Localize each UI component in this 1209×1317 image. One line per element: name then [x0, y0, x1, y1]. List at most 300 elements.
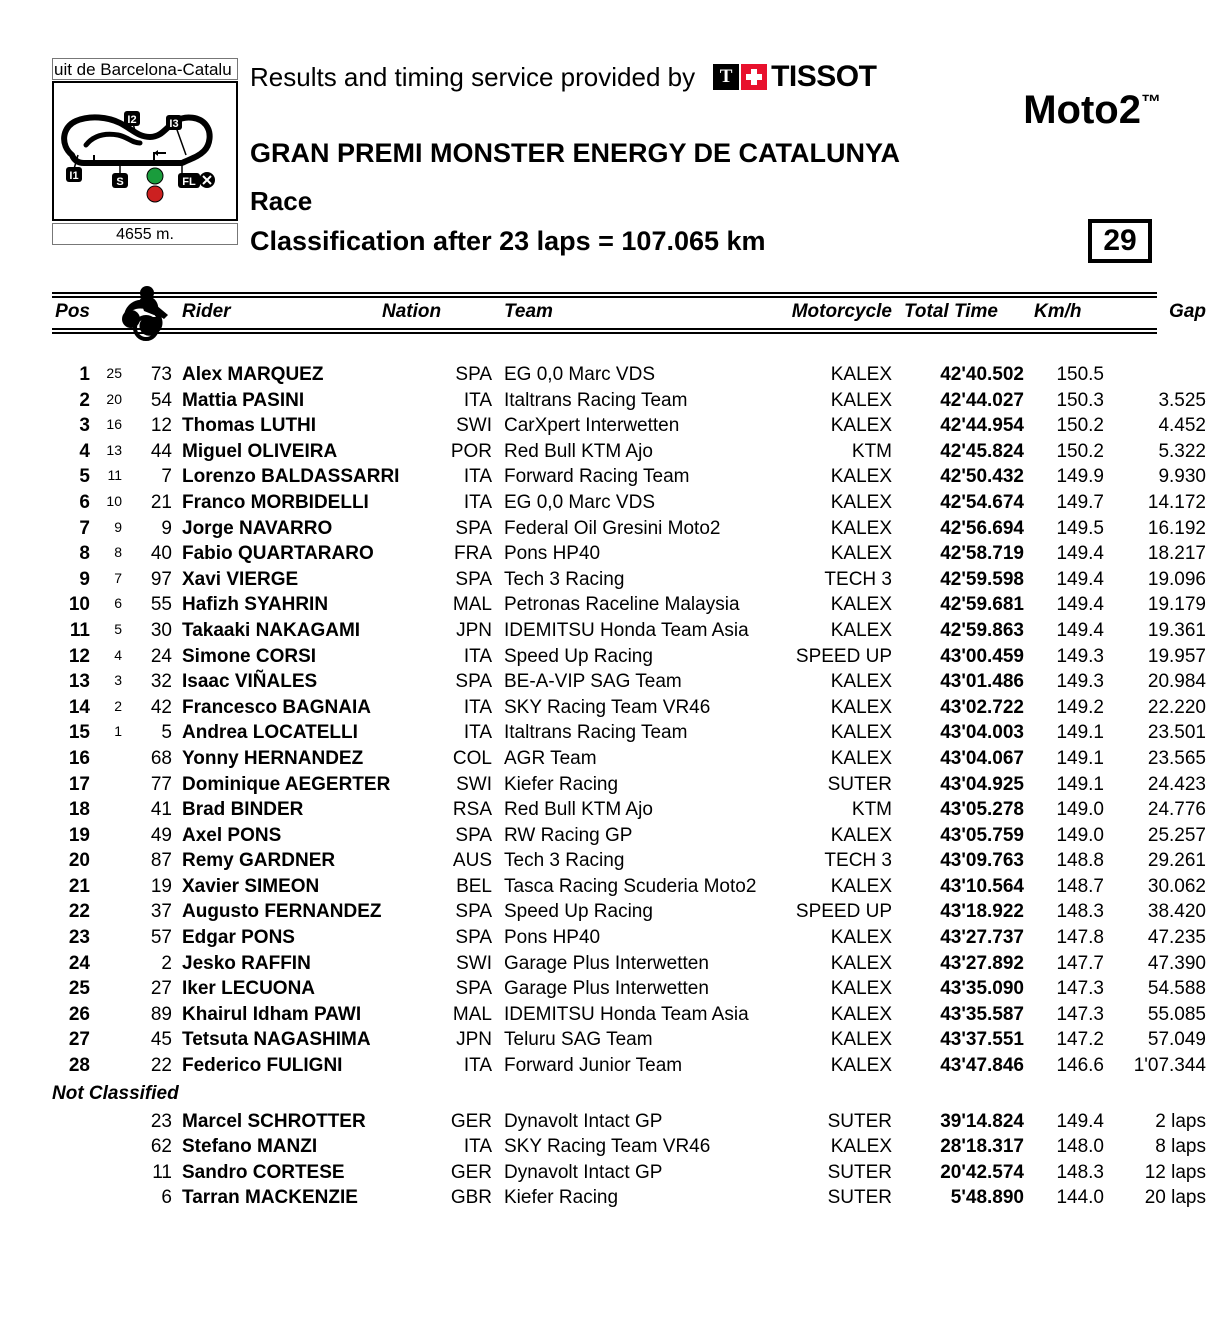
classification-summary: Classification after 23 laps = 107.065 km: [250, 226, 766, 256]
cell-points: 3: [114, 672, 122, 689]
cell-gap: 20.984: [1147, 671, 1206, 693]
cell-speed: 147.2: [1056, 1029, 1104, 1051]
timing-provider-line: [250, 60, 876, 94]
cell-position: 4: [79, 440, 90, 462]
cell-gap: 19.957: [1147, 645, 1206, 667]
cell-total-time: 43'02.722: [940, 696, 1024, 718]
cell-rider-name: Andrea LOCATELLI: [182, 722, 358, 744]
cell-position: 17: [68, 773, 90, 795]
cell-rider-number: 5: [161, 722, 172, 744]
cell-rider-number: 62: [150, 1136, 172, 1158]
column-headers: [52, 298, 1206, 324]
cell-nation: SPA: [455, 978, 492, 1000]
cell-speed: 149.4: [1056, 568, 1104, 590]
cell-nation: MAL: [452, 1003, 492, 1025]
cell-position: 7: [79, 517, 90, 539]
cell-speed: 149.1: [1056, 747, 1104, 769]
championship-class: [1023, 88, 1161, 133]
cell-team: Teluru SAG Team: [504, 1029, 653, 1051]
cell-nation: ITA: [463, 1136, 492, 1158]
cell-nation: FRA: [454, 543, 492, 565]
cell-points: 11: [107, 467, 122, 484]
table-row: [52, 747, 1206, 774]
col-header-speed: Km/h: [1034, 301, 1082, 322]
cell-gap: 8 laps: [1155, 1136, 1206, 1158]
cell-speed: 150.2: [1056, 440, 1104, 462]
cell-speed: 149.3: [1056, 645, 1104, 667]
cell-speed: 147.3: [1056, 978, 1104, 1000]
cell-nation: SPA: [455, 824, 492, 846]
cell-gap: 38.420: [1147, 901, 1206, 923]
cell-points: 1: [114, 723, 122, 740]
table-row: [52, 364, 1157, 390]
cell-motorcycle: KALEX: [830, 517, 892, 539]
cell-rider-number: 37: [150, 901, 172, 923]
cell-rider-number: 2: [161, 952, 172, 974]
col-header-rider: Rider: [182, 301, 231, 322]
svg-text:I2: I2: [127, 114, 137, 126]
cell-motorcycle: KALEX: [830, 1029, 892, 1051]
cell-nation: ITA: [463, 1055, 492, 1077]
cell-gap: 2 laps: [1155, 1110, 1206, 1132]
cell-total-time: 42'45.824: [940, 440, 1024, 462]
session-name: Race: [250, 186, 313, 216]
cell-team: AGR Team: [504, 747, 597, 769]
cell-position: 19: [68, 824, 90, 846]
cell-nation: AUS: [452, 850, 492, 872]
cell-rider-number: 22: [150, 1055, 172, 1077]
table-row: [52, 824, 1206, 851]
cell-motorcycle: KALEX: [830, 1003, 892, 1025]
cell-rider-name: Xavier SIMEON: [182, 875, 320, 897]
cell-rider-number: 68: [150, 747, 172, 769]
cell-total-time: 43'37.551: [940, 1029, 1024, 1051]
cell-speed: 149.0: [1056, 824, 1104, 846]
cell-rider-number: 41: [150, 799, 172, 821]
cell-rider-name: Thomas LUTHI: [182, 415, 317, 437]
cell-motorcycle: KALEX: [830, 594, 892, 616]
class-label: Moto2: [1023, 88, 1141, 132]
cell-gap: 30.062: [1147, 875, 1206, 897]
cell-rider-number: 42: [150, 696, 172, 718]
cell-team: Pons HP40: [504, 543, 601, 565]
cell-gap: 54.588: [1147, 978, 1206, 1000]
cell-speed: 150.2: [1056, 415, 1104, 437]
cell-team: Garage Plus Interwetten: [504, 978, 709, 1000]
table-row: [52, 696, 1206, 723]
cell-total-time: 42'54.674: [940, 491, 1024, 513]
cell-motorcycle: KALEX: [830, 722, 892, 744]
tissot-t-icon: T: [713, 64, 739, 90]
table-row: [52, 927, 1206, 953]
cell-gap: 57.049: [1147, 1029, 1206, 1051]
cell-points: 2: [114, 697, 122, 714]
table-row: [52, 1161, 1206, 1188]
cell-nation: GER: [450, 1110, 492, 1132]
cell-total-time: 43'27.737: [940, 927, 1024, 949]
cell-rider-number: 49: [150, 824, 172, 846]
cell-team: SKY Racing Team VR46: [504, 1136, 711, 1158]
cell-team: Speed Up Racing: [504, 645, 653, 667]
cell-total-time: 43'47.846: [940, 1055, 1024, 1077]
cell-position: 15: [68, 722, 90, 744]
cell-points: 13: [106, 441, 122, 458]
cell-total-time: 20'42.574: [940, 1161, 1024, 1183]
cell-nation: JPN: [456, 1029, 492, 1051]
cell-nation: JPN: [456, 619, 492, 641]
cell-total-time: 43'04.925: [940, 773, 1024, 795]
cell-gap: 47.390: [1147, 952, 1206, 974]
cell-rider-name: Tetsuta NAGASHIMA: [182, 1029, 371, 1051]
cell-team: SKY Racing Team VR46: [504, 696, 711, 718]
svg-text:I1: I1: [69, 170, 79, 182]
cell-gap: 19.096: [1147, 568, 1206, 590]
cell-team: Garage Plus Interwetten: [504, 952, 709, 974]
cell-speed: 149.9: [1056, 466, 1104, 488]
cell-total-time: 43'04.067: [940, 747, 1024, 769]
classified-results-body: [52, 364, 1206, 1081]
cell-rider-name: Marcel SCHROTTER: [182, 1110, 366, 1132]
cell-team: CarXpert Interwetten: [504, 415, 680, 437]
cell-rider-number: 7: [161, 466, 172, 488]
cell-position: 8: [79, 543, 90, 565]
cell-position: 13: [68, 671, 90, 693]
cell-team: Speed Up Racing: [504, 901, 653, 923]
cell-nation: RSA: [452, 799, 492, 821]
cell-total-time: 43'05.759: [940, 824, 1024, 846]
trademark-icon: ™: [1141, 91, 1161, 114]
cell-position: 20: [68, 850, 90, 872]
cell-position: 26: [68, 1003, 90, 1025]
cell-motorcycle: SUTER: [827, 1110, 892, 1132]
cell-total-time: 43'27.892: [940, 952, 1024, 974]
cell-gap: 19.179: [1147, 594, 1206, 616]
cell-points: 16: [106, 416, 122, 433]
cell-gap: 47.235: [1147, 927, 1206, 949]
cell-team: Red Bull KTM Ajo: [504, 799, 653, 821]
cell-motorcycle: KALEX: [830, 696, 892, 718]
cell-points: 6: [114, 595, 122, 612]
cell-speed: 148.3: [1056, 1161, 1104, 1183]
cell-gap: 16.192: [1147, 517, 1206, 539]
cell-rider-name: Stefano MANZI: [182, 1136, 318, 1158]
cell-rider-name: Isaac VIÑALES: [182, 671, 318, 693]
cell-motorcycle: KALEX: [830, 1055, 892, 1077]
cell-nation: GER: [450, 1161, 492, 1183]
cell-team: EG 0,0 Marc VDS: [504, 491, 655, 513]
cell-speed: 148.8: [1056, 850, 1104, 872]
cell-total-time: 42'59.681: [940, 594, 1024, 616]
cell-team: Dynavolt Intact GP: [504, 1110, 663, 1132]
cell-team: Tech 3 Racing: [504, 850, 625, 872]
cell-rider-name: Fabio QUARTARARO: [182, 543, 374, 565]
swiss-cross-icon: [741, 64, 767, 90]
cell-speed: 149.4: [1056, 543, 1104, 565]
col-header-nation: Nation: [382, 301, 442, 322]
cell-team: Kiefer Racing: [504, 1187, 619, 1209]
cell-points: 20: [106, 390, 122, 407]
cell-team: Forward Racing Team: [504, 466, 690, 488]
cell-rider-number: 89: [150, 1003, 172, 1025]
cell-gap: 23.565: [1147, 747, 1206, 769]
cell-rider-name: Dominique AEGERTER: [182, 773, 391, 795]
cell-speed: 149.7: [1056, 491, 1104, 513]
cell-speed: 148.0: [1056, 1136, 1104, 1158]
cell-nation: SPA: [455, 927, 492, 949]
cell-rider-number: 11: [152, 1161, 172, 1183]
cell-rider-number: 44: [150, 440, 172, 462]
cell-motorcycle: KALEX: [830, 415, 892, 437]
cell-position: 25: [68, 978, 90, 1000]
cell-team: Pons HP40: [504, 927, 601, 949]
cell-speed: 147.8: [1056, 927, 1104, 949]
cell-motorcycle: SPEED UP: [795, 901, 892, 923]
cell-nation: SPA: [455, 901, 492, 923]
cell-team: Kiefer Racing: [504, 773, 619, 795]
cell-total-time: 28'18.317: [940, 1136, 1024, 1158]
table-row: [52, 568, 1206, 595]
cell-motorcycle: KALEX: [830, 619, 892, 641]
cell-total-time: 42'44.027: [940, 389, 1024, 411]
cell-position: 24: [68, 952, 90, 974]
cell-gap: 18.217: [1147, 543, 1206, 565]
cell-speed: 149.2: [1056, 696, 1104, 718]
cell-speed: 149.4: [1056, 619, 1104, 641]
cell-rider-number: 27: [150, 978, 172, 1000]
cell-total-time: 42'59.598: [940, 568, 1024, 590]
cell-rider-name: Yonny HERNANDEZ: [182, 747, 364, 769]
table-row: [52, 952, 1206, 979]
results-table: [52, 292, 1206, 1213]
col-header-gap: Gap: [1169, 301, 1206, 322]
cell-team: Petronas Raceline Malaysia: [504, 594, 740, 616]
cell-team: Italtrans Racing Team: [504, 389, 688, 411]
table-row: [52, 1136, 1206, 1162]
table-row: [52, 491, 1206, 518]
cell-gap: 29.261: [1147, 850, 1206, 872]
cell-rider-name: Axel PONS: [182, 824, 282, 846]
cell-nation: SWI: [456, 952, 492, 974]
cell-rider-number: 87: [150, 850, 172, 872]
cell-team: Red Bull KTM Ajo: [504, 440, 653, 462]
cell-team: Forward Junior Team: [504, 1055, 683, 1077]
cell-motorcycle: TECH 3: [824, 568, 892, 590]
table-row: [52, 415, 1206, 441]
cell-nation: SWI: [456, 415, 492, 437]
svg-text:I3: I3: [169, 118, 179, 130]
cell-gap: 19.361: [1147, 619, 1206, 641]
cell-motorcycle: KALEX: [830, 364, 892, 385]
cell-nation: SPA: [455, 568, 492, 590]
cell-total-time: 42'56.694: [940, 517, 1024, 539]
cell-speed: 148.3: [1056, 901, 1104, 923]
cell-points: 5: [114, 620, 122, 637]
cell-rider-name: Brad BINDER: [182, 799, 304, 821]
table-row: [52, 1055, 1206, 1081]
table-row: [52, 1003, 1206, 1030]
table-body-spacer: [52, 334, 1157, 364]
page-header: [0, 0, 1209, 272]
cell-motorcycle: TECH 3: [824, 850, 892, 872]
cell-position: 12: [68, 645, 90, 667]
cell-total-time: 43'35.587: [940, 1003, 1024, 1025]
cell-rider-name: Hafizh SYAHRIN: [182, 594, 329, 616]
cell-rider-number: 77: [150, 773, 172, 795]
event-title: GRAN PREMI MONSTER ENERGY DE CATALUNYA: [250, 138, 901, 168]
table-row: [52, 1110, 1206, 1137]
cell-rider-name: Lorenzo BALDASSARRI: [182, 466, 400, 488]
cell-position: 18: [68, 799, 90, 821]
cell-motorcycle: SUTER: [827, 1161, 892, 1183]
cell-nation: ITA: [463, 466, 492, 488]
cell-motorcycle: KALEX: [830, 978, 892, 1000]
cell-rider-name: Xavi VIERGE: [182, 568, 299, 590]
col-header-pos: Pos: [55, 301, 90, 322]
cell-rider-name: Miguel OLIVEIRA: [182, 440, 338, 462]
cell-gap: 9.930: [1158, 466, 1206, 488]
cell-rider-name: Francesco BAGNAIA: [182, 696, 371, 718]
cell-gap: 4.452: [1158, 415, 1206, 437]
cell-total-time: 42'59.863: [940, 619, 1024, 641]
svg-text:S: S: [116, 176, 124, 188]
motorcycle-rider-icon: [116, 285, 174, 341]
table-row: [52, 440, 1206, 467]
cell-rider-number: 57: [150, 927, 172, 949]
circuit-map: [52, 81, 238, 221]
cell-points: 7: [114, 569, 122, 586]
cell-nation: COL: [452, 747, 492, 769]
table-row: [52, 875, 1206, 902]
cell-gap: 20 laps: [1144, 1187, 1206, 1209]
cell-gap: 24.776: [1147, 799, 1206, 821]
cell-team: Italtrans Racing Team: [504, 722, 688, 744]
cell-total-time: 39'14.824: [940, 1110, 1024, 1132]
cell-rider-number: 40: [150, 543, 172, 565]
cell-speed: 147.7: [1056, 952, 1104, 974]
cell-nation: BEL: [456, 875, 492, 897]
cell-rider-name: Simone CORSI: [182, 645, 317, 667]
cell-rider-number: 54: [150, 389, 172, 411]
cell-nation: SPA: [455, 517, 492, 539]
cell-total-time: 43'35.090: [940, 978, 1024, 1000]
table-row: [52, 543, 1206, 569]
cell-nation: SWI: [456, 773, 492, 795]
cell-position: 6: [79, 491, 90, 513]
cell-position: 16: [68, 747, 90, 769]
cell-motorcycle: KALEX: [830, 389, 892, 411]
cell-speed: 148.7: [1056, 875, 1104, 897]
cell-nation: SPA: [455, 364, 492, 385]
svg-text:FL: FL: [182, 176, 196, 188]
cell-total-time: 43'04.003: [940, 722, 1024, 744]
cell-rider-name: Edgar PONS: [182, 927, 295, 949]
col-header-total-time: Total Time: [904, 301, 998, 322]
cell-points: 4: [114, 646, 122, 663]
cell-gap: 3.525: [1158, 389, 1206, 411]
cell-speed: 144.0: [1056, 1187, 1104, 1209]
tissot-logo: [713, 60, 876, 94]
cell-gap: 12 laps: [1144, 1161, 1206, 1183]
cell-team: RW Racing GP: [504, 824, 633, 846]
cell-position: 27: [68, 1029, 90, 1051]
cell-rider-name: Remy GARDNER: [182, 850, 336, 872]
cell-speed: 149.0: [1056, 799, 1104, 821]
cell-nation: POR: [450, 440, 492, 462]
cell-total-time: 42'40.502: [940, 364, 1024, 385]
cell-nation: ITA: [463, 491, 492, 513]
tissot-wordmark: TISSOT: [771, 60, 877, 93]
cell-motorcycle: SUTER: [827, 1187, 892, 1209]
cell-position: 14: [68, 696, 90, 718]
circuit-info-block: [52, 58, 238, 245]
cell-gap: 5.322: [1158, 440, 1206, 462]
circuit-layout-icon: [54, 83, 232, 219]
cell-total-time: 43'18.922: [940, 901, 1024, 923]
cell-rider-number: 32: [150, 671, 172, 693]
cell-gap: 1'07.344: [1133, 1055, 1206, 1077]
table-row: [52, 722, 1206, 748]
circuit-name: uit de Barcelona-Catalu: [52, 58, 238, 80]
cell-team: Federal Oil Gresini Moto2: [504, 517, 721, 539]
cell-motorcycle: KALEX: [830, 543, 892, 565]
cell-gap: 22.220: [1147, 696, 1206, 718]
table-row: [52, 901, 1206, 927]
cell-motorcycle: KALEX: [830, 747, 892, 769]
cell-motorcycle: KALEX: [830, 927, 892, 949]
page-number-badge: 29: [1088, 219, 1152, 263]
table-row: [52, 850, 1206, 876]
cell-rider-number: 24: [150, 645, 172, 667]
cell-nation: ITA: [463, 696, 492, 718]
cell-rider-name: Sandro CORTESE: [182, 1161, 345, 1183]
cell-rider-number: 19: [150, 875, 172, 897]
cell-rider-number: 30: [150, 619, 172, 641]
cell-position: 10: [68, 594, 90, 616]
cell-rider-name: Jorge NAVARRO: [182, 517, 333, 539]
cell-position: 22: [68, 901, 90, 923]
cell-rider-name: Alex MARQUEZ: [182, 364, 324, 385]
cell-rider-name: Iker LECUONA: [182, 978, 316, 1000]
cell-total-time: 42'44.954: [940, 415, 1024, 437]
cell-nation: ITA: [463, 389, 492, 411]
cell-total-time: 42'58.719: [940, 543, 1024, 565]
cell-total-time: 42'50.432: [940, 466, 1024, 488]
cell-position: 11: [69, 619, 90, 641]
cell-speed: 146.6: [1056, 1055, 1104, 1077]
table-row: [52, 671, 1206, 697]
cell-position: 2: [79, 389, 90, 411]
cell-motorcycle: KTM: [851, 799, 892, 821]
cell-speed: 149.1: [1056, 773, 1104, 795]
cell-speed: 149.5: [1056, 517, 1104, 539]
cell-team: Tech 3 Racing: [504, 568, 625, 590]
cell-team: IDEMITSU Honda Team Asia: [504, 1003, 749, 1025]
cell-gap: 24.423: [1147, 773, 1206, 795]
table-header-row: [52, 298, 1206, 328]
cell-rider-number: 12: [150, 415, 172, 437]
cell-position: 21: [68, 875, 90, 897]
cell-rider-name: Jesko RAFFIN: [182, 952, 311, 974]
cell-rider-name: Khairul Idham PAWI: [182, 1003, 362, 1025]
cell-rider-number: 9: [161, 517, 172, 539]
cell-team: Tasca Racing Scuderia Moto2: [504, 875, 757, 897]
cell-points: 10: [106, 492, 122, 509]
cell-motorcycle: KALEX: [830, 1136, 892, 1158]
cell-speed: 149.3: [1056, 671, 1104, 693]
table-row: [52, 517, 1206, 544]
cell-gap: 25.257: [1147, 824, 1206, 846]
table-row: [52, 594, 1206, 620]
